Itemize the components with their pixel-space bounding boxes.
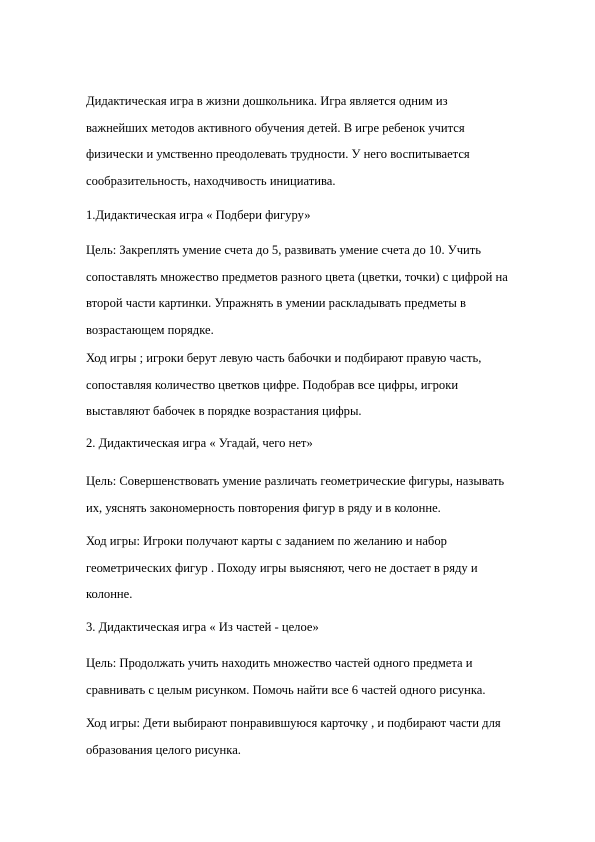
intro-paragraph xyxy=(86,88,566,194)
game-1-heading xyxy=(86,202,566,229)
game-1-rules xyxy=(86,345,566,425)
text-line: Цель: Продолжать учить находить множество частей одного предмета и xyxy=(86,656,473,670)
text-line: геометрических фигур . Походу игры выясняют, чего не достает в ряду и xyxy=(86,560,478,575)
game-2-rules xyxy=(86,528,566,608)
text-line: второй части картинки. Упражнять в умении раскладывать предметы в xyxy=(86,296,466,310)
text-line: Цель: Совершенствовать умение различать геометрические фигуры, называть xyxy=(86,474,505,488)
text-line: физически и умственно преодолевать трудности. У него воспитывается xyxy=(86,147,470,161)
heading-line: 1.Дидактическая игра « Подбери фигуру» xyxy=(86,208,311,222)
text-line: сообразительность, находчивость инициатива. xyxy=(86,173,336,188)
text-line: образования целого рисунка. xyxy=(86,742,241,757)
text-line: колонне. xyxy=(86,587,133,601)
text-line: сравнивать с целым рисунком. Помочь найти все 6 частей одного рисунка. xyxy=(86,682,486,697)
text-line: важнейших методов активного обучения детей. В игре ребенок учится xyxy=(86,120,465,135)
heading-line: 3. Дидактическая игра « Из частей - целое» xyxy=(86,620,319,634)
game-3-goal xyxy=(86,650,566,703)
text-line: Ход игры ; игроки берут левую часть бабочки и подбирают правую часть, xyxy=(86,351,482,365)
game-1-goal xyxy=(86,237,566,343)
text-line: Ход игры: Игроки получают карты с заданием по желанию и набор xyxy=(86,534,447,548)
text-line: сопоставлять множество предметов разного цвета (цветки, точки) с цифрой на xyxy=(86,269,508,284)
game-2-heading xyxy=(86,430,566,457)
text-line: сопоставляя количество цветков цифре. Подобрав все цифры, игроки xyxy=(86,377,459,392)
game-3-rules xyxy=(86,710,566,763)
game-3-heading xyxy=(86,614,566,641)
text-line: выставляют бабочек в порядке возрастания цифры. xyxy=(86,404,362,418)
text-line: их, уяснять закономерность повторения фигур в ряду и в колонне. xyxy=(86,500,441,515)
text-line: Цель: Закреплять умение счета до 5, развивать умение счета до 10. Учить xyxy=(86,243,482,257)
text-line: Дидактическая игра в жизни дошкольника. Игра является одним из xyxy=(86,94,448,108)
text-line: возрастающем порядке. xyxy=(86,322,214,337)
heading-line: 2. Дидактическая игра « Угадай, чего нет» xyxy=(86,436,313,450)
text-line: Ход игры: Дети выбирают понравившуюся карточку , и подбирают части для xyxy=(86,716,501,730)
game-2-goal xyxy=(86,468,566,521)
